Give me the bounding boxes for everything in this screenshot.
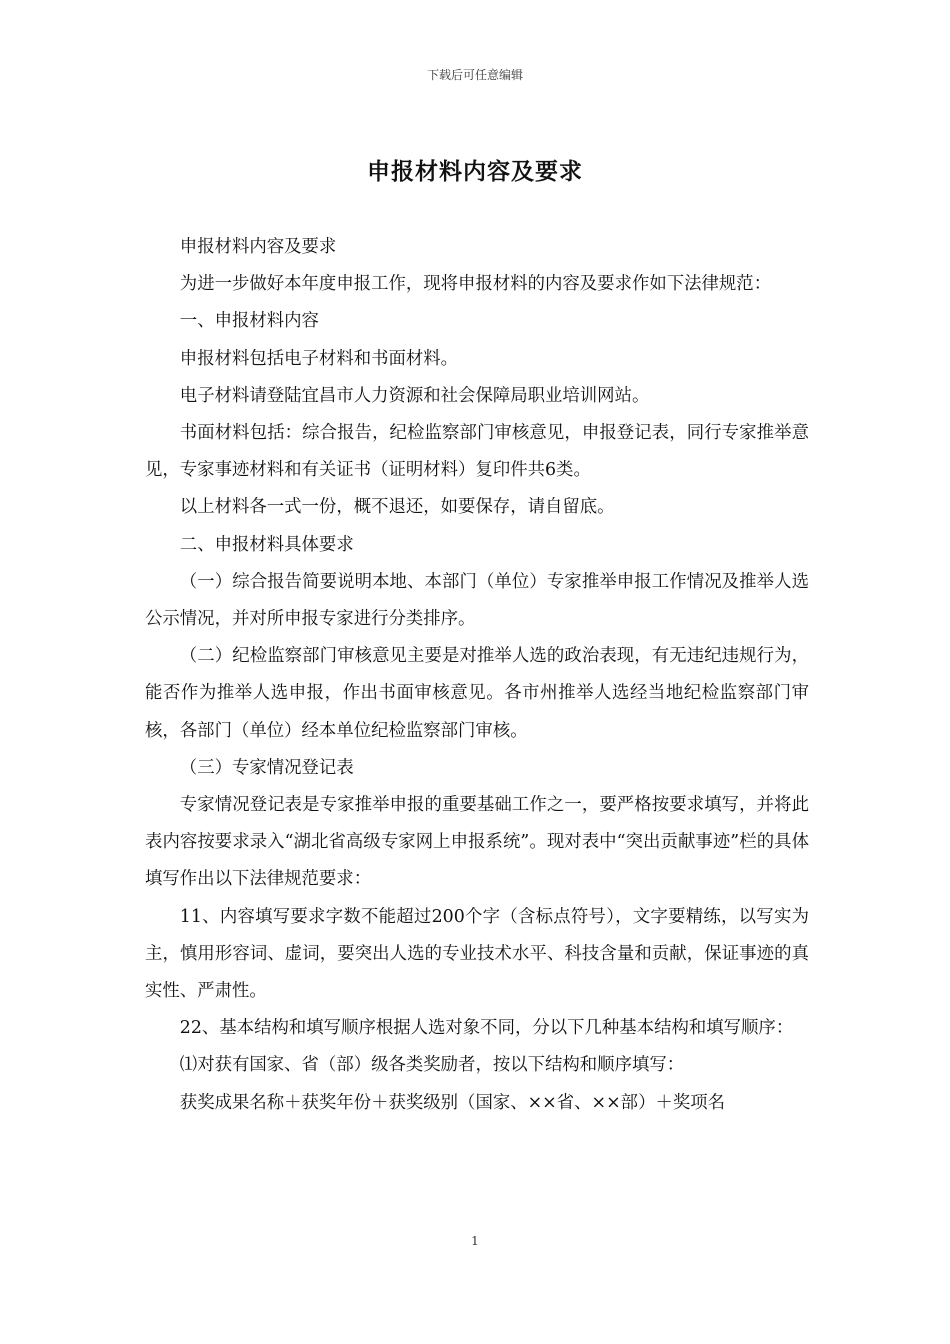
paragraph: 11、内容填写要求字数不能超过200个字（含标点符号），文字要精练，以写实为主，慎用形容词、虚词，要突出人选的专业技术水平、科技含量和贡献，保证事迹的真实性、严肃性。 — [145, 906, 809, 1002]
subsection-heading: （三）专家情况登记表 — [179, 757, 354, 778]
document-body — [145, 229, 809, 1122]
paragraph: 申报材料内容及要求 — [179, 237, 337, 257]
paragraph: （二）纪检监察部门审核意见主要是对推举人选的政治表现，有无违纪违规行为，能否作为推举人选申报，作出书面审核意见。各市州推举人选经当地纪检监察部门审核，各部门（单位）经本单位纪检监察部门审核。 — [145, 646, 809, 741]
page-header: 下载后可任意编辑 — [426, 68, 523, 82]
paragraph: 申报材料包括电子材料和书面材料。 — [179, 348, 459, 369]
paragraph: 为进一步做好本年度申报工作，现将申报材料的内容及要求作如下法律规范： — [179, 274, 772, 295]
section-heading: 二、申报材料具体要求 — [179, 534, 354, 555]
paragraph: 电子材料请登陆宜昌市人力资源和社会保障局职业培训网站。 — [179, 385, 650, 406]
paragraph: 书面材料包括：综合报告，纪检监察部门审核意见，申报登记表，同行专家推举意见，专家事迹材料和有关证书（证明材料）复印件共6类。 — [145, 423, 809, 481]
section-heading: 一、申报材料内容 — [179, 311, 319, 332]
paragraph: 以上材料各一式一份，概不退还，如要保存，请自留底。 — [179, 497, 615, 518]
document-title: 申报材料内容及要求 — [367, 159, 583, 185]
paragraph: 专家情况登记表是专家推举申报的重要基础工作之一，要严格按要求填写，并将此表内容按要求录入“湖北省高级专家网上申报系统”。现对表中“突出贡献事迹”栏的具体填写作出以下法律规范要求： — [145, 795, 809, 890]
paragraph: ⑴对获有国家、省（部）级各类奖励者，按以下结构和顺序填写： — [179, 1055, 685, 1076]
page-number: 1 — [471, 1234, 479, 1248]
paragraph: 获奖成果名称＋获奖年份＋获奖级别（国家、××省、××部）＋奖项名 — [179, 1092, 726, 1113]
paragraph: 22、基本结构和填写顺序根据人选对象不同，分以下几种基本结构和填写顺序： — [179, 1018, 794, 1039]
paragraph: （一）综合报告简要说明本地、本部门（单位）专家推举申报工作情况及推举人选公示情况，并对所申报专家进行分类排序。 — [145, 571, 809, 630]
